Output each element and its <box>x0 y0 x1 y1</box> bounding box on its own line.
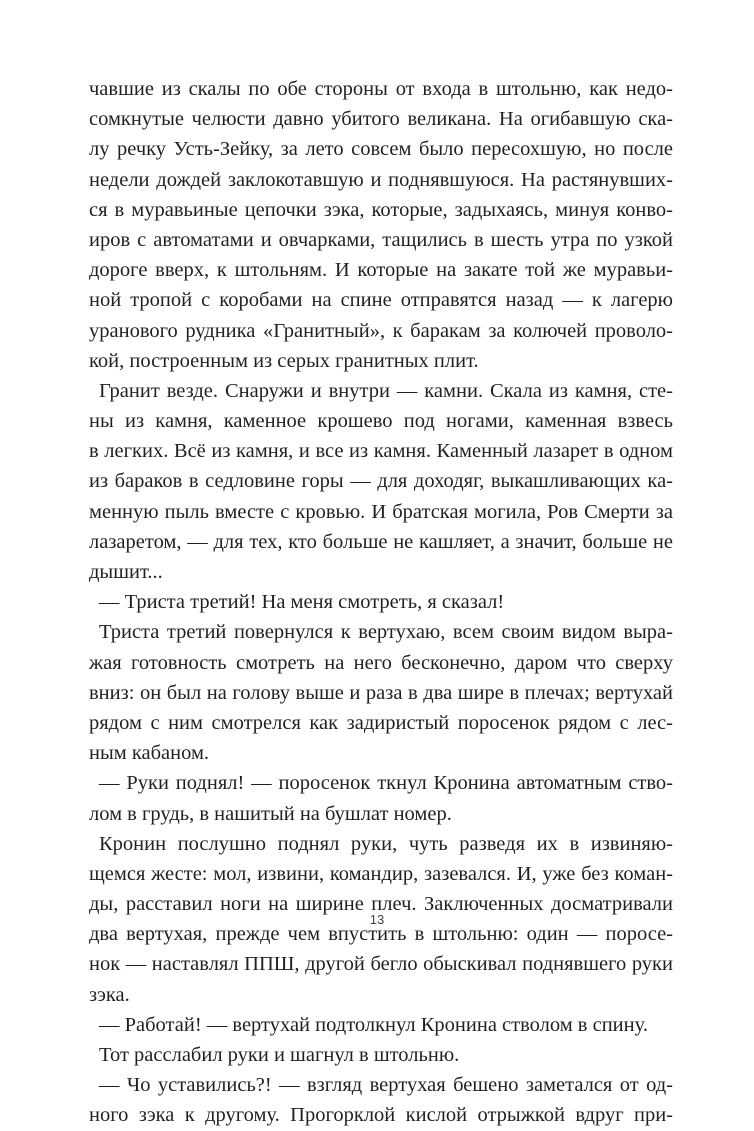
text-line: уранового рудника «Гранитный», к баракам за колючей проволо- <box>89 319 673 342</box>
text-line: жая готовность смотреть на него бесконечно, даром что сверху <box>89 651 673 674</box>
text-line: менную пыль вместе с кровью. И братская могила, Ров Смерти за <box>89 500 673 523</box>
text-line: дороге вверх, к штольням. И которые на закате той же муравьи- <box>89 259 673 282</box>
text-line: щемся жесте: мол, извини, командир, зазевался. И, уже без коман- <box>89 862 673 885</box>
text-line: два вертухая, прежде чем впустить в штольню: один — поросе- <box>89 923 673 946</box>
text-line: кой, построенным из серых гранитных плит. <box>89 349 479 372</box>
text-line: — Руки поднял! — поросенок ткнул Кронина автоматным ство- <box>99 772 673 795</box>
text-line: дышит... <box>89 561 163 583</box>
text-line: ной тропой с коробами на спине отправятся назад — к лагерю <box>89 289 673 312</box>
text-line: рядом с ним смотрелся как задиристый поросенок рядом с лес- <box>89 711 673 734</box>
text-line: ны из камня, каменное крошево под ногами, каменная взвесь <box>89 410 673 433</box>
text-line: иров с автоматами и овчарками, тащились в шесть утра по узкой <box>89 228 673 251</box>
text-line: ным кабаном. <box>89 742 210 765</box>
text-line: из бараков в седловине горы — для доходяг, выкашливающих ка- <box>89 470 673 493</box>
page-number: 13 <box>369 912 385 927</box>
text-line: Кронин послушно поднял руки, чуть разведя их в извиняю- <box>99 832 673 855</box>
text-line: ся в муравьиные цепочки зэка, которые, задыхаясь, минуя конво- <box>89 198 673 221</box>
text-line: — Работай! — вертухай подтолкнул Кронина стволом в спину. <box>99 1013 648 1036</box>
body-text <box>89 74 673 1131</box>
text-line: нок — наставлял ППШ, другой бегло обыскивал поднявшего руки <box>89 953 673 976</box>
text-line: лу речку Усть-Зейку, за лето совсем было пересохшую, но после <box>89 138 673 161</box>
text-line: недели дождей заклокотавшую и поднявшуюся. На растянувших- <box>89 168 673 191</box>
text-line: — Триста третий! На меня смотреть, я сказал! <box>99 591 505 614</box>
text-line: Триста третий повернулся к вертухаю, всем своим видом выра- <box>99 621 673 644</box>
text-line: ды, расставил ноги на ширине плеч. Заключенных досматривали <box>89 893 673 916</box>
text-line: зэка. <box>89 983 130 1006</box>
text-line: Тот расслабил руки и шагнул в штольню. <box>99 1044 460 1066</box>
text-line: сомкнутые челюсти давно убитого великана. На огибавшую ска- <box>89 108 673 131</box>
text-line: ного зэка к другому. Прогорклой кислой отрыжкой вдруг при- <box>89 1104 673 1127</box>
text-line: Гранит везде. Снаружи и внутри — камни. Скала из камня, сте- <box>99 379 673 402</box>
text-line: лом в грудь, в нашитый на бушлат номер. <box>89 802 452 825</box>
text-line: лазаретом, — для тех, кто больше не кашляет, а значит, больше не <box>89 530 673 553</box>
text-line: вниз: он был на голову выше и раза в два шире в плечах; вертухай <box>89 681 673 704</box>
text-line: в легких. Всё из камня, и все из камня. Каменный лазарет в одном <box>89 440 673 463</box>
text-line: — Чо уставились?! — взгляд вертухая бешено заметался от од- <box>99 1074 673 1097</box>
text-line: чавшие из скалы по обе стороны от входа в штольню, как недо- <box>89 78 673 100</box>
